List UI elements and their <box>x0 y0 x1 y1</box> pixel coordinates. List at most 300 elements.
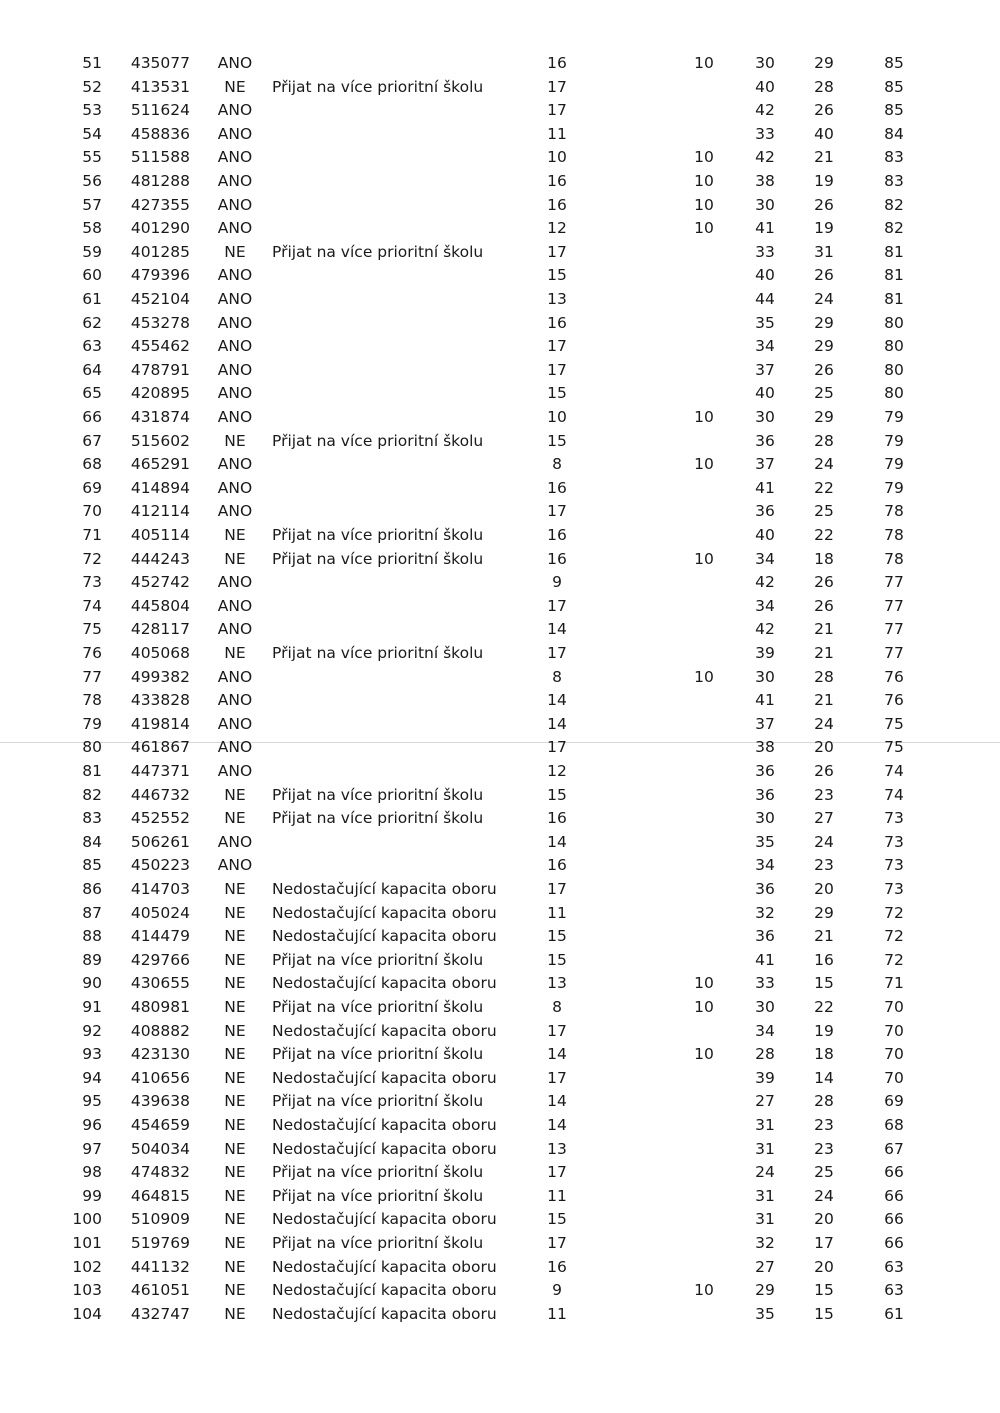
cell-reason: Nedostačující kapacita oboru <box>272 1304 497 1323</box>
cell-admitted: NE <box>224 1257 246 1276</box>
table-row <box>0 1185 1000 1207</box>
cell-points-test-a: 36 <box>755 927 775 946</box>
cell-points-test-a: 34 <box>755 337 775 356</box>
cell-points-test-a: 40 <box>755 266 775 285</box>
table-row <box>0 1161 1000 1183</box>
cell-points-test-b: 24 <box>814 455 834 474</box>
table-row <box>0 335 1000 357</box>
cell-admitted: ANO <box>217 337 253 356</box>
cell-points-test-a: 34 <box>755 856 775 875</box>
cell-points-test-a: 41 <box>755 219 775 238</box>
cell-points-total: 77 <box>884 596 904 615</box>
cell-points-grades: 10 <box>547 148 567 167</box>
cell-points-test-b: 20 <box>814 1210 834 1229</box>
cell-rank: 93 <box>82 1045 102 1064</box>
cell-admitted: ANO <box>217 101 253 120</box>
table-row <box>0 99 1000 121</box>
table-row <box>0 713 1000 735</box>
cell-admitted: ANO <box>217 219 253 238</box>
cell-applicant-code: 414479 <box>130 927 190 946</box>
table-row <box>0 500 1000 522</box>
cell-reason: Přijat na více prioritní školu <box>272 950 484 969</box>
cell-admitted: NE <box>224 927 246 946</box>
cell-rank: 69 <box>82 478 102 497</box>
cell-points-total: 79 <box>884 408 904 426</box>
cell-points-bonus: 10 <box>694 455 714 474</box>
cell-points-test-a: 27 <box>755 1257 775 1276</box>
cell-points-grades: 17 <box>547 738 567 757</box>
cell-points-bonus: 10 <box>694 219 714 238</box>
cell-points-grades: 10 <box>547 408 567 426</box>
cell-points-test-b: 22 <box>814 998 834 1016</box>
cell-points-grades: 16 <box>547 856 567 875</box>
cell-rank: 55 <box>82 148 102 167</box>
cell-points-grades: 12 <box>547 762 567 780</box>
cell-applicant-code: 515602 <box>130 431 190 450</box>
table-row <box>0 642 1000 664</box>
cell-points-total: 74 <box>884 785 904 804</box>
cell-admitted: NE <box>224 1210 246 1229</box>
table-row <box>0 123 1000 145</box>
table-row <box>0 996 1000 1018</box>
cell-points-grades: 17 <box>547 1234 567 1252</box>
cell-applicant-code: 412114 <box>130 502 190 521</box>
cell-points-test-b: 21 <box>814 644 834 662</box>
cell-points-grades: 17 <box>547 1163 567 1182</box>
cell-points-test-b: 20 <box>814 1257 834 1276</box>
cell-applicant-code: 478791 <box>130 360 190 379</box>
cell-points-grades: 14 <box>547 1045 567 1064</box>
cell-points-total: 73 <box>884 856 904 875</box>
cell-points-test-a: 31 <box>755 1116 775 1134</box>
table-row <box>0 902 1000 924</box>
cell-points-total: 79 <box>884 455 904 474</box>
cell-points-test-b: 14 <box>814 1068 834 1087</box>
cell-points-total: 77 <box>884 620 904 639</box>
table-row <box>0 548 1000 570</box>
cell-points-total: 70 <box>884 998 904 1016</box>
cell-rank: 100 <box>72 1210 102 1229</box>
cell-reason: Nedostačující kapacita oboru <box>272 1281 497 1300</box>
cell-points-test-a: 37 <box>755 714 775 733</box>
table-row <box>0 359 1000 381</box>
table-row <box>0 854 1000 876</box>
cell-applicant-code: 458836 <box>130 124 190 143</box>
cell-rank: 87 <box>82 903 102 922</box>
cell-reason: Přijat na více prioritní školu <box>272 998 484 1016</box>
cell-applicant-code: 453278 <box>130 313 190 332</box>
cell-points-grades: 8 <box>552 667 562 686</box>
cell-points-grades: 14 <box>547 620 567 639</box>
cell-applicant-code: 413531 <box>130 77 190 96</box>
cell-points-grades: 15 <box>547 431 567 450</box>
cell-points-bonus: 10 <box>694 998 714 1016</box>
cell-points-grades: 9 <box>552 1281 562 1300</box>
cell-points-test-a: 30 <box>755 408 775 426</box>
cell-admitted: NE <box>224 1045 246 1064</box>
cell-points-grades: 11 <box>547 903 567 922</box>
cell-points-grades: 16 <box>547 549 567 568</box>
cell-applicant-code: 414703 <box>130 880 190 898</box>
cell-applicant-code: 410656 <box>130 1068 190 1087</box>
table-row <box>0 264 1000 286</box>
cell-points-test-a: 31 <box>755 1139 775 1158</box>
cell-points-grades: 15 <box>547 927 567 946</box>
cell-points-total: 70 <box>884 1068 904 1087</box>
cell-points-total: 78 <box>884 549 904 568</box>
cell-points-grades: 17 <box>547 502 567 521</box>
cell-points-bonus: 10 <box>694 172 714 190</box>
cell-points-test-b: 29 <box>814 313 834 332</box>
table-row <box>0 831 1000 853</box>
cell-reason: Přijat na více prioritní školu <box>272 1045 484 1064</box>
cell-rank: 89 <box>82 950 102 969</box>
cell-rank: 52 <box>82 77 102 96</box>
cell-points-grades: 13 <box>547 974 567 993</box>
cell-applicant-code: 414894 <box>130 478 190 497</box>
cell-reason: Nedostačující kapacita oboru <box>272 1068 497 1087</box>
cell-reason: Nedostačující kapacita oboru <box>272 1139 497 1158</box>
cell-applicant-code: 429766 <box>130 950 190 969</box>
cell-applicant-code: 428117 <box>130 620 190 639</box>
table-row <box>0 571 1000 593</box>
cell-points-grades: 17 <box>547 1068 567 1087</box>
cell-points-test-a: 40 <box>755 77 775 96</box>
cell-points-test-a: 42 <box>755 573 775 592</box>
cell-rank: 70 <box>82 502 102 521</box>
cell-rank: 81 <box>82 762 102 780</box>
cell-points-test-b: 24 <box>814 714 834 733</box>
table-row <box>0 241 1000 263</box>
cell-points-grades: 17 <box>547 596 567 615</box>
cell-points-total: 84 <box>884 124 904 143</box>
cell-points-test-a: 32 <box>755 903 775 922</box>
cell-points-test-b: 21 <box>814 927 834 946</box>
cell-applicant-code: 452104 <box>130 290 190 308</box>
cell-admitted: ANO <box>217 478 253 497</box>
cell-applicant-code: 444243 <box>130 549 190 568</box>
cell-points-grades: 16 <box>547 195 567 214</box>
cell-rank: 57 <box>82 195 102 214</box>
cell-rank: 104 <box>72 1304 102 1323</box>
cell-admitted: NE <box>224 1116 246 1134</box>
cell-applicant-code: 445804 <box>130 596 190 615</box>
cell-points-total: 83 <box>884 148 904 167</box>
cell-applicant-code: 423130 <box>130 1045 190 1064</box>
cell-rank: 72 <box>82 549 102 568</box>
table-row <box>0 666 1000 688</box>
cell-points-test-a: 33 <box>755 124 775 143</box>
cell-points-test-a: 37 <box>755 360 775 379</box>
cell-points-total: 82 <box>884 219 904 238</box>
cell-points-test-b: 25 <box>814 502 834 521</box>
cell-rank: 59 <box>82 242 102 261</box>
cell-rank: 60 <box>82 266 102 285</box>
cell-admitted: ANO <box>217 148 253 167</box>
cell-reason: Přijat na více prioritní školu <box>272 785 484 804</box>
cell-points-grades: 14 <box>547 1116 567 1134</box>
cell-points-total: 66 <box>884 1163 904 1182</box>
cell-applicant-code: 461867 <box>130 738 190 757</box>
cell-points-grades: 11 <box>547 124 567 143</box>
cell-points-test-a: 37 <box>755 455 775 474</box>
cell-admitted: ANO <box>217 714 253 733</box>
cell-applicant-code: 464815 <box>130 1186 190 1205</box>
cell-admitted: NE <box>224 644 246 662</box>
cell-admitted: NE <box>224 785 246 804</box>
table-row <box>0 1020 1000 1042</box>
cell-reason: Přijat na více prioritní školu <box>272 549 484 568</box>
cell-admitted: ANO <box>217 832 253 851</box>
cell-reason: Přijat na více prioritní školu <box>272 526 484 544</box>
cell-points-grades: 16 <box>547 54 567 72</box>
table-row <box>0 146 1000 168</box>
cell-points-test-a: 33 <box>755 974 775 993</box>
cell-points-total: 80 <box>884 360 904 379</box>
cell-admitted: NE <box>224 903 246 922</box>
cell-reason: Přijat na více prioritní školu <box>272 431 484 450</box>
table-row <box>0 1303 1000 1325</box>
cell-admitted: ANO <box>217 172 253 190</box>
cell-points-total: 79 <box>884 431 904 450</box>
cell-points-grades: 16 <box>547 313 567 332</box>
table-row <box>0 618 1000 640</box>
table-row <box>0 1114 1000 1136</box>
cell-points-grades: 17 <box>547 360 567 379</box>
cell-admitted: NE <box>224 1304 246 1323</box>
table-row <box>0 477 1000 499</box>
cell-points-test-a: 28 <box>755 1045 775 1064</box>
cell-applicant-code: 481288 <box>130 172 190 190</box>
table-row <box>0 382 1000 404</box>
cell-admitted: NE <box>224 77 246 96</box>
cell-applicant-code: 430655 <box>130 974 190 993</box>
cell-points-total: 80 <box>884 313 904 332</box>
cell-rank: 66 <box>82 408 102 426</box>
cell-points-test-a: 30 <box>755 998 775 1016</box>
cell-points-bonus: 10 <box>694 1045 714 1064</box>
cell-points-bonus: 10 <box>694 408 714 426</box>
cell-rank: 94 <box>82 1068 102 1087</box>
cell-points-total: 81 <box>884 290 904 308</box>
cell-rank: 67 <box>82 431 102 450</box>
cell-rank: 77 <box>82 667 102 686</box>
table-row <box>0 1208 1000 1230</box>
cell-points-test-a: 42 <box>755 148 775 167</box>
cell-points-test-b: 25 <box>814 384 834 403</box>
cell-admitted: NE <box>224 1234 246 1252</box>
cell-points-grades: 16 <box>547 478 567 497</box>
cell-points-test-b: 21 <box>814 691 834 710</box>
cell-rank: 56 <box>82 172 102 190</box>
cell-reason: Nedostačující kapacita oboru <box>272 880 497 898</box>
cell-admitted: ANO <box>217 596 253 615</box>
cell-applicant-code: 405024 <box>130 903 190 922</box>
cell-points-grades: 8 <box>552 998 562 1016</box>
cell-points-test-b: 26 <box>814 360 834 379</box>
table-row <box>0 784 1000 806</box>
table-row <box>0 925 1000 947</box>
cell-points-total: 83 <box>884 172 904 190</box>
cell-reason: Nedostačující kapacita oboru <box>272 1116 497 1134</box>
cell-points-total: 77 <box>884 573 904 592</box>
table-row <box>0 288 1000 310</box>
cell-points-total: 77 <box>884 644 904 662</box>
cell-admitted: ANO <box>217 856 253 875</box>
cell-points-bonus: 10 <box>694 54 714 72</box>
cell-points-test-a: 36 <box>755 785 775 804</box>
cell-points-total: 80 <box>884 384 904 403</box>
table-row <box>0 217 1000 239</box>
cell-applicant-code: 506261 <box>130 832 190 851</box>
cell-admitted: ANO <box>217 738 253 757</box>
cell-points-test-b: 26 <box>814 101 834 120</box>
cell-points-total: 61 <box>884 1304 904 1323</box>
cell-applicant-code: 452742 <box>130 573 190 592</box>
cell-reason: Přijat na více prioritní školu <box>272 1234 484 1252</box>
cell-points-total: 71 <box>884 974 904 993</box>
cell-rank: 98 <box>82 1163 102 1182</box>
cell-points-test-b: 22 <box>814 478 834 497</box>
cell-points-test-b: 19 <box>814 172 834 190</box>
cell-points-test-b: 20 <box>814 880 834 898</box>
cell-points-test-a: 44 <box>755 290 775 308</box>
cell-points-test-b: 22 <box>814 526 834 544</box>
cell-applicant-code: 405114 <box>130 526 190 544</box>
cell-points-test-b: 28 <box>814 77 834 96</box>
cell-points-test-a: 40 <box>755 384 775 403</box>
cell-points-test-b: 28 <box>814 1092 834 1111</box>
cell-points-test-b: 16 <box>814 950 834 969</box>
table-row <box>0 807 1000 829</box>
cell-admitted: NE <box>224 242 246 261</box>
cell-rank: 61 <box>82 290 102 308</box>
cell-points-grades: 11 <box>547 1186 567 1205</box>
cell-points-grades: 15 <box>547 384 567 403</box>
cell-points-grades: 12 <box>547 219 567 238</box>
cell-points-bonus: 10 <box>694 148 714 167</box>
cell-points-total: 73 <box>884 880 904 898</box>
cell-applicant-code: 465291 <box>130 455 190 474</box>
cell-admitted: ANO <box>217 313 253 332</box>
cell-points-test-a: 36 <box>755 431 775 450</box>
cell-points-test-b: 23 <box>814 1139 834 1158</box>
cell-points-test-a: 34 <box>755 549 775 568</box>
cell-points-test-b: 18 <box>814 549 834 568</box>
cell-points-total: 79 <box>884 478 904 497</box>
cell-points-bonus: 10 <box>694 1281 714 1300</box>
cell-applicant-code: 435077 <box>130 54 190 72</box>
cell-points-test-a: 30 <box>755 195 775 214</box>
cell-points-test-b: 24 <box>814 290 834 308</box>
cell-applicant-code: 439638 <box>130 1092 190 1111</box>
cell-rank: 80 <box>82 738 102 757</box>
cell-admitted: NE <box>224 1021 246 1040</box>
cell-points-test-a: 41 <box>755 950 775 969</box>
cell-rank: 64 <box>82 360 102 379</box>
cell-points-test-a: 30 <box>755 809 775 828</box>
cell-admitted: ANO <box>217 691 253 710</box>
table-row <box>0 1256 1000 1278</box>
table-row <box>0 1279 1000 1301</box>
cell-points-grades: 17 <box>547 101 567 120</box>
cell-points-test-a: 39 <box>755 644 775 662</box>
cell-points-test-b: 29 <box>814 408 834 426</box>
cell-points-test-b: 23 <box>814 785 834 804</box>
cell-applicant-code: 401290 <box>130 219 190 238</box>
cell-points-grades: 14 <box>547 1092 567 1111</box>
cell-points-total: 74 <box>884 762 904 780</box>
cell-admitted: ANO <box>217 54 253 72</box>
cell-reason: Přijat na více prioritní školu <box>272 1186 484 1205</box>
cell-applicant-code: 511588 <box>130 148 190 167</box>
cell-points-test-a: 32 <box>755 1234 775 1252</box>
cell-reason: Přijat na více prioritní školu <box>272 77 484 96</box>
cell-applicant-code: 408882 <box>130 1021 190 1040</box>
cell-points-grades: 16 <box>547 172 567 190</box>
cell-admitted: ANO <box>217 290 253 308</box>
cell-points-test-a: 40 <box>755 526 775 544</box>
cell-admitted: NE <box>224 1186 246 1205</box>
cell-points-grades: 15 <box>547 785 567 804</box>
cell-reason: Přijat na více prioritní školu <box>272 644 484 662</box>
cell-rank: 76 <box>82 644 102 662</box>
cell-rank: 85 <box>82 856 102 875</box>
cell-points-grades: 14 <box>547 832 567 851</box>
cell-admitted: ANO <box>217 762 253 780</box>
cell-rank: 63 <box>82 337 102 356</box>
cell-points-test-b: 26 <box>814 762 834 780</box>
cell-points-test-a: 36 <box>755 762 775 780</box>
cell-points-total: 72 <box>884 950 904 969</box>
cell-applicant-code: 519769 <box>130 1234 190 1252</box>
cell-reason: Nedostačující kapacita oboru <box>272 1021 497 1040</box>
cell-points-test-b: 24 <box>814 1186 834 1205</box>
table-row <box>0 1232 1000 1254</box>
cell-applicant-code: 461051 <box>130 1281 190 1300</box>
cell-points-test-a: 36 <box>755 880 775 898</box>
cell-applicant-code: 480981 <box>130 998 190 1016</box>
cell-points-bonus: 10 <box>694 974 714 993</box>
cell-admitted: NE <box>224 1139 246 1158</box>
cell-points-test-b: 18 <box>814 1045 834 1064</box>
cell-points-total: 82 <box>884 195 904 214</box>
cell-admitted: NE <box>224 950 246 969</box>
cell-rank: 83 <box>82 809 102 828</box>
cell-points-test-b: 24 <box>814 832 834 851</box>
cell-applicant-code: 420895 <box>130 384 190 403</box>
cell-reason: Přijat na více prioritní školu <box>272 1163 484 1182</box>
cell-points-test-b: 27 <box>814 809 834 828</box>
table-row <box>0 312 1000 334</box>
cell-rank: 91 <box>82 998 102 1016</box>
cell-points-grades: 13 <box>547 1139 567 1158</box>
cell-points-total: 68 <box>884 1116 904 1134</box>
cell-points-grades: 15 <box>547 950 567 969</box>
cell-points-grades: 17 <box>547 77 567 96</box>
cell-points-test-b: 23 <box>814 1116 834 1134</box>
cell-points-test-a: 24 <box>755 1163 775 1182</box>
cell-points-bonus: 10 <box>694 195 714 214</box>
cell-admitted: ANO <box>217 667 253 686</box>
cell-rank: 103 <box>72 1281 102 1300</box>
cell-points-grades: 17 <box>547 1021 567 1040</box>
cell-applicant-code: 447371 <box>130 762 190 780</box>
cell-points-test-b: 20 <box>814 738 834 757</box>
cell-points-total: 63 <box>884 1257 904 1276</box>
cell-admitted: ANO <box>217 124 253 143</box>
cell-points-test-b: 23 <box>814 856 834 875</box>
